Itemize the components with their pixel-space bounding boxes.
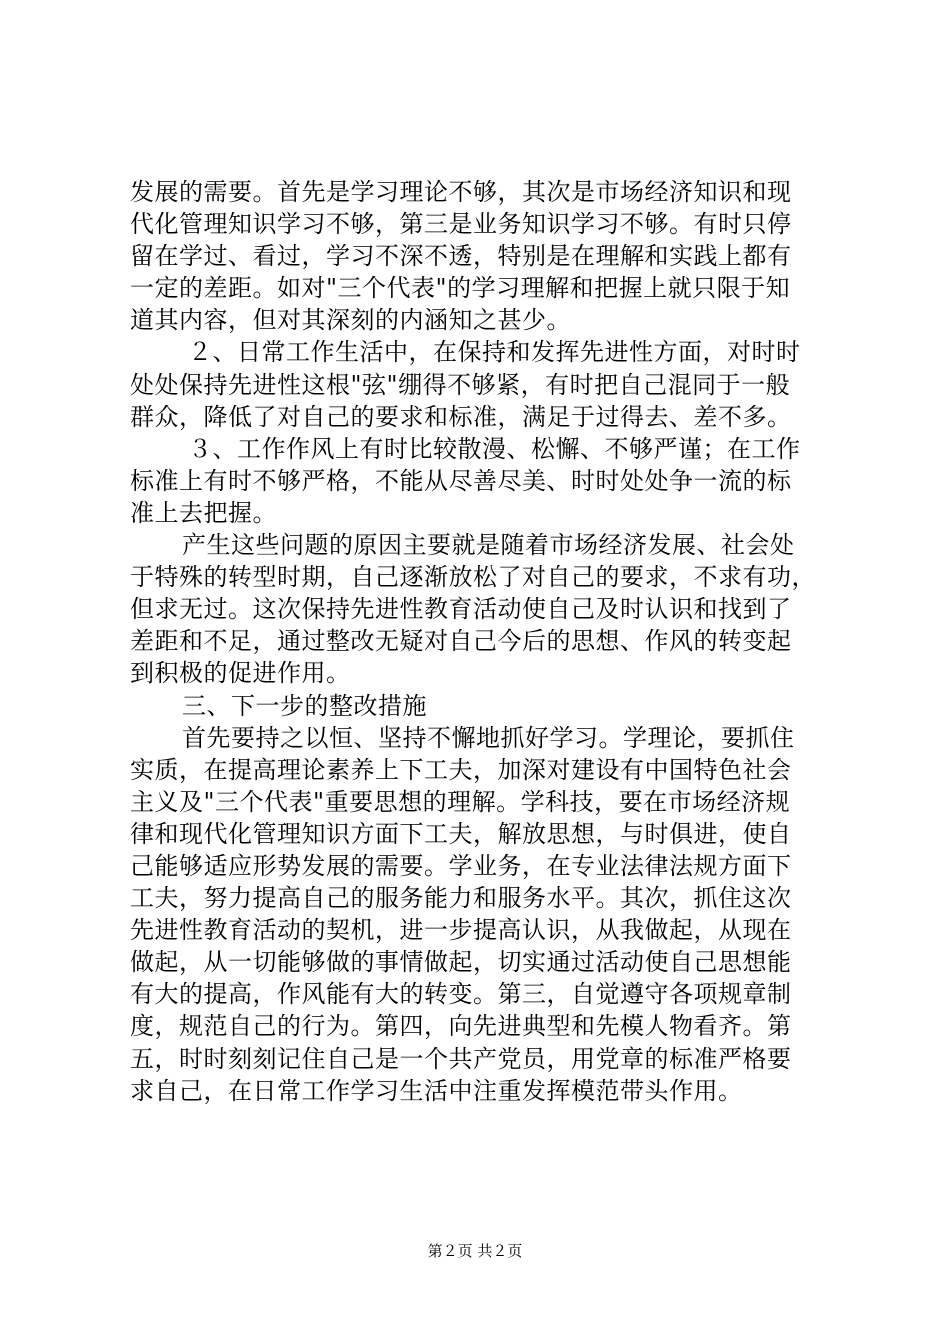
text-line: 一定的差距。如对"三个代表"的学习理解和把握上就只限于知 <box>130 274 791 303</box>
paragraph-start-line: ３、工作作风上有时比较散漫、松懈、不够严谨；在工作 <box>188 434 801 463</box>
text-line: 先进性教育活动的契机，进一步提高认识，从我做起，从现在 <box>130 916 792 945</box>
text-line: 主义及"三个代表"重要思想的理解。学科技，要在市场经济规 <box>130 787 791 816</box>
text-line: 实质，在提高理论素养上下工夫，加深对建设有中国特色社会 <box>130 755 792 784</box>
page-footer: 第２页 共２页 <box>427 1242 523 1260</box>
text-line: 有大的提高，作风能有大的转变。第三，自觉遵守各项规章制 <box>130 980 792 1009</box>
text-line: 求自己，在日常工作学习生活中注重发挥模范带头作用。 <box>130 1076 743 1105</box>
text-line: 但求无过。这次保持先进性教育活动使自己及时认识和找到了 <box>130 595 792 624</box>
paragraph-start-line: 首先要持之以恒、坚持不懈地抓好学习。学理论，要抓住 <box>182 723 795 752</box>
text-line: 五，时时刻刻记住自己是一个共产党员，用党章的标准严格要 <box>130 1044 792 1073</box>
text-line: 发展的需要。首先是学习理论不够，其次是市场经济知识和现 <box>130 178 792 206</box>
text-line: 代化管理知识学习不够，第三是业务知识学习不够。有时只停 <box>130 210 792 239</box>
paragraph-start-line: ２、日常工作生活中，在保持和发挥先进性方面，对时时 <box>188 338 801 367</box>
text-line: 律和现代化管理知识方面下工夫，解放思想，与时俱进，使自 <box>130 819 792 848</box>
text-line: 度，规范自己的行为。第四，向先进典型和先模人物看齐。第 <box>130 1012 792 1041</box>
text-line: 己能够适应形势发展的需要。学业务，在专业法律法规方面下 <box>130 851 792 880</box>
text-line: 于特殊的转型时期，自己逐渐放松了对自己的要求，不求有功， <box>130 563 816 592</box>
text-line: 差距和不足，通过整改无疑对自己今后的思想、作风的转变起 <box>130 627 792 656</box>
text-line: 留在学过、看过，学习不深不透，特别是在理解和实践上都有 <box>130 242 792 271</box>
body-text <box>130 176 830 1107</box>
text-line: 群众，降低了对自己的要求和标准，满足于过得去、差不多。 <box>130 402 792 431</box>
text-line: 标准上有时不够严格，不能从尽善尽美、时时处处争一流的标 <box>130 466 792 495</box>
text-line: 工夫，努力提高自己的服务能力和服务水平。其次，抓住这次 <box>130 884 792 913</box>
text-line: 道其内容，但对其深刻的内涵知之甚少。 <box>130 306 571 335</box>
text-line: 处处保持先进性这根"弦"绷得不够紧，有时把自己混同于一般 <box>130 370 791 399</box>
text-line: 准上去把握。 <box>130 498 277 527</box>
paragraph-start-line: 产生这些问题的原因主要就是随着市场经济发展、社会处 <box>182 531 795 560</box>
section-heading: 三、下一步的整改措施 <box>182 691 427 720</box>
text-line: 到积极的促进作用。 <box>130 659 351 688</box>
text-line: 做起，从一切能够做的事情做起，切实通过活动使自己思想能 <box>130 948 792 977</box>
